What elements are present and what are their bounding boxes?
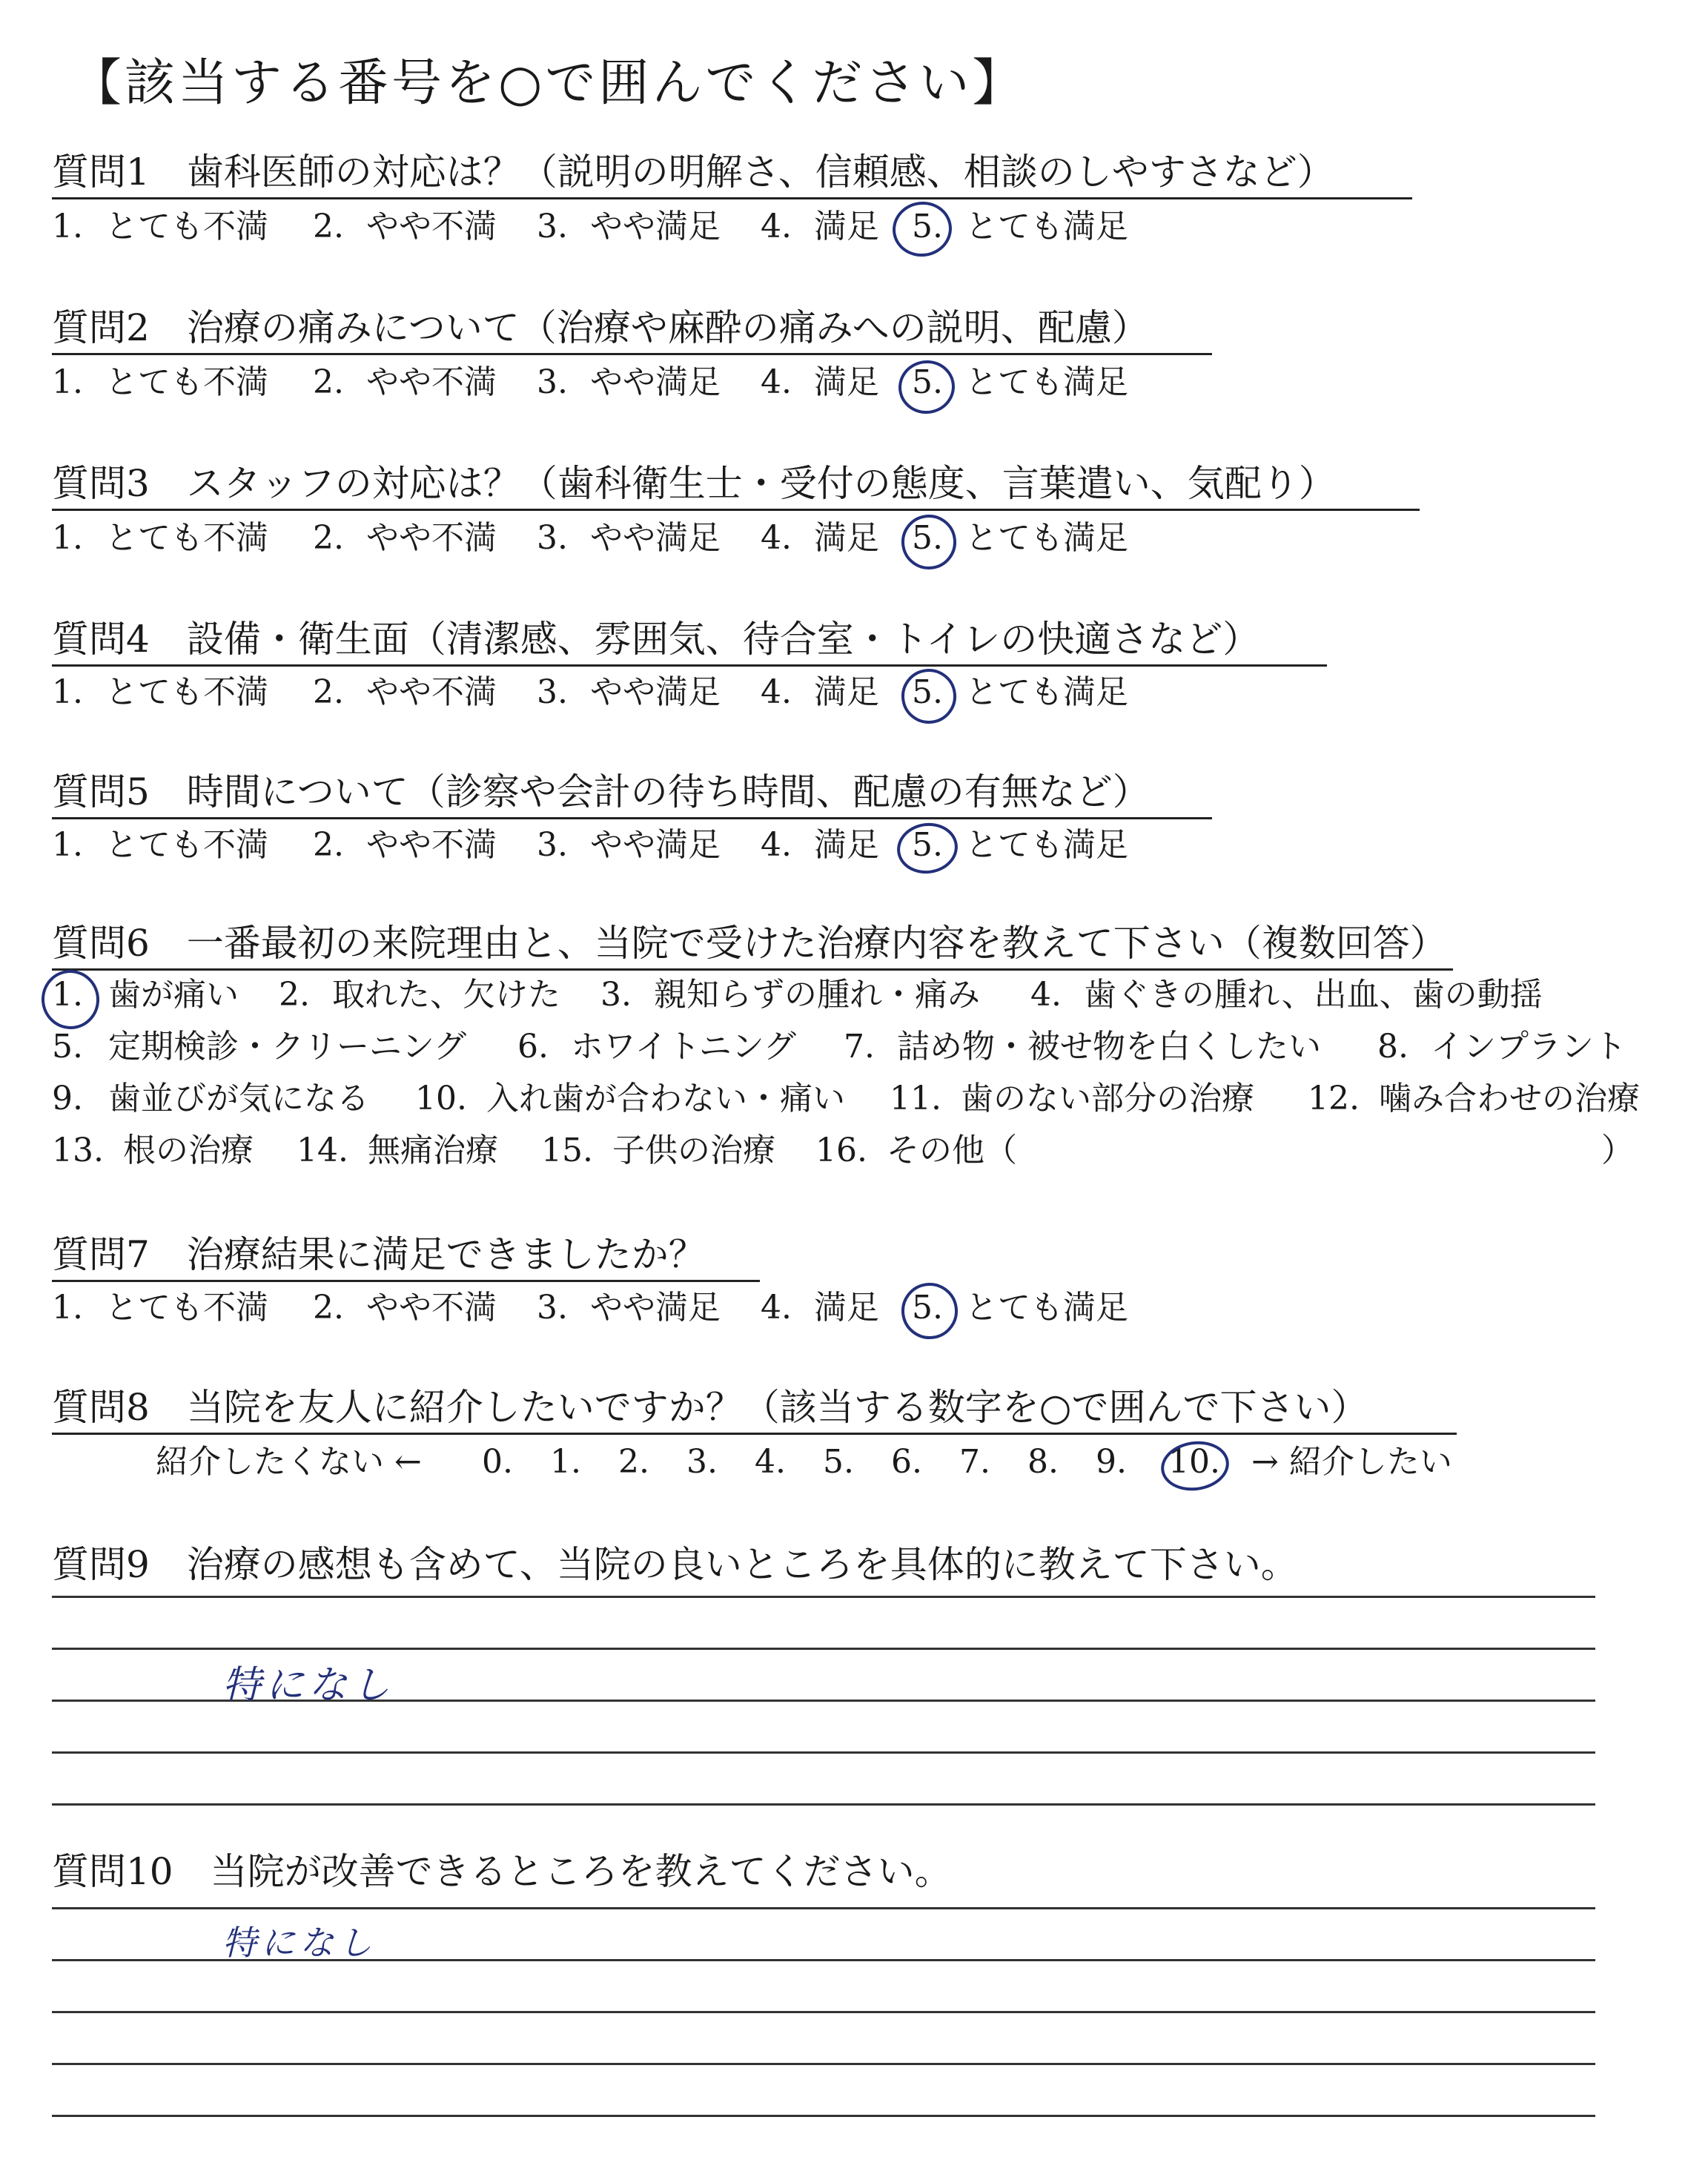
option-2-label: やや不満 — [366, 363, 497, 401]
option-1-label: とても不満 — [105, 519, 268, 557]
option-1-label: とても不満 — [105, 363, 268, 401]
option-5-num[interactable]: 5. — [912, 519, 943, 557]
question-3-title: 質問3 スタッフの対応は？（歯科衛生士・受付の態度、言葉遣い、気配り） — [52, 460, 1420, 511]
reason-11-label: 歯のない部分の治療 — [961, 1080, 1254, 1117]
answer-line — [52, 1751, 1595, 1754]
option-3-label: やや満足 — [590, 208, 721, 245]
score-2[interactable]: 2. — [618, 1443, 649, 1481]
reason-4-label: 歯ぐきの腫れ、出血、歯の動揺 — [1084, 976, 1543, 1014]
reason-13-label: 根の治療 — [123, 1132, 254, 1169]
question-4-options — [52, 672, 1164, 716]
reason-7-label: 詰め物・被せ物を白くしたい — [897, 1028, 1321, 1066]
score-10[interactable]: 10. — [1168, 1443, 1220, 1481]
option-3-num[interactable]: 3. — [537, 826, 568, 864]
option-4-num[interactable]: 4. — [761, 519, 792, 557]
option-2-num[interactable]: 2. — [313, 673, 344, 711]
handwritten-answer-q10[interactable]: 特になし — [222, 1923, 377, 1963]
option-5-label: とても満足 — [965, 363, 1128, 401]
option-4-num[interactable]: 4. — [761, 208, 792, 245]
reason-11-num[interactable]: 11. — [890, 1080, 941, 1117]
option-5-num[interactable]: 5. — [912, 1289, 943, 1327]
option-4-num[interactable]: 4. — [761, 363, 792, 401]
answer-line — [52, 1596, 1595, 1598]
reason-2-num[interactable]: 2. — [279, 976, 310, 1014]
reason-16-num[interactable]: 16. — [815, 1132, 867, 1169]
reason-7-num[interactable]: 7. — [844, 1028, 875, 1066]
question-6-row-1 — [52, 974, 1668, 1019]
question-7-options — [52, 1287, 1164, 1332]
handwritten-answer-q9[interactable]: 特になし — [222, 1663, 395, 1708]
reason-3-label: 親知らずの腫れ・痛み — [654, 976, 980, 1014]
option-4-label: 満足 — [814, 363, 879, 401]
option-1-num[interactable]: 1. — [52, 519, 83, 557]
reason-6-num[interactable]: 6. — [517, 1028, 549, 1066]
answer-line — [52, 1803, 1595, 1806]
question-6-row-2 — [52, 1026, 1668, 1071]
option-4-num[interactable]: 4. — [761, 673, 792, 711]
score-8[interactable]: 8. — [1027, 1443, 1059, 1481]
reason-3-num[interactable]: 3. — [600, 976, 632, 1014]
option-3-num[interactable]: 3. — [537, 673, 568, 711]
option-2-num[interactable]: 2. — [313, 363, 344, 401]
option-2-label: やや不満 — [366, 673, 497, 711]
option-2-num[interactable]: 2. — [313, 519, 344, 557]
option-3-label: やや満足 — [590, 1289, 721, 1327]
score-3[interactable]: 3. — [686, 1443, 718, 1481]
option-5-label: とても満足 — [965, 519, 1128, 557]
option-3-num[interactable]: 3. — [537, 363, 568, 401]
option-1-num[interactable]: 1. — [52, 673, 83, 711]
reason-5-num[interactable]: 5. — [52, 1028, 83, 1066]
reason-8-label: インプラント — [1431, 1028, 1626, 1066]
question-2-title: 質問2 治療の痛みについて（治療や麻酔の痛みへの説明、配慮） — [52, 304, 1212, 355]
option-2-label: やや不満 — [366, 519, 497, 557]
score-5[interactable]: 5. — [823, 1443, 854, 1481]
option-2-num[interactable]: 2. — [313, 1289, 344, 1327]
option-5-num[interactable]: 5. — [912, 208, 943, 245]
option-4-label: 満足 — [814, 519, 879, 557]
answer-line — [52, 1648, 1595, 1650]
option-5-label: とても満足 — [965, 208, 1128, 245]
reason-10-label: 入れ歯が合わない・痛い — [486, 1080, 845, 1117]
reason-10-num[interactable]: 10. — [415, 1080, 467, 1117]
option-1-label: とても不満 — [105, 673, 268, 711]
option-3-label: やや満足 — [590, 519, 721, 557]
reason-9-label: 歯並びが気になる — [108, 1080, 369, 1117]
question-6-title: 質問6 一番最初の来院理由と、当院で受けた治療内容を教えて下さい（複数回答） — [52, 919, 1453, 971]
score-4[interactable]: 4. — [755, 1443, 786, 1481]
option-2-num[interactable]: 2. — [313, 826, 344, 864]
reason-15-label: 子供の治療 — [612, 1132, 775, 1169]
question-6-row-4 — [52, 1130, 1668, 1175]
option-5-label: とても満足 — [965, 673, 1128, 711]
option-1-num[interactable]: 1. — [52, 1289, 83, 1327]
score-6[interactable]: 6. — [891, 1443, 922, 1481]
option-1-num[interactable]: 1. — [52, 363, 83, 401]
question-8-scale — [156, 1441, 1490, 1486]
option-5-label: とても満足 — [965, 1289, 1128, 1327]
option-5-num[interactable]: 5. — [912, 826, 943, 864]
question-4-title: 質問4 設備・衛生面（清潔感、雰囲気、待合室・トイレの快適さなど） — [52, 615, 1327, 667]
option-2-label: やや不満 — [366, 208, 497, 245]
reason-14-num[interactable]: 14. — [297, 1132, 348, 1169]
option-1-num[interactable]: 1. — [52, 208, 83, 245]
score-9[interactable]: 9. — [1096, 1443, 1127, 1481]
reason-14-label: 無痛治療 — [368, 1132, 498, 1169]
option-3-num[interactable]: 3. — [537, 208, 568, 245]
reason-2-label: 取れた、欠けた — [332, 976, 560, 1014]
question-2-options — [52, 362, 1164, 406]
option-3-num[interactable]: 3. — [537, 519, 568, 557]
option-2-num[interactable]: 2. — [313, 208, 344, 245]
question-1-title: 質問1 歯科医師の対応は？（説明の明解さ、信頼感、相談のしやすさなど） — [52, 148, 1412, 199]
answer-line — [52, 2011, 1595, 2013]
option-4-label: 満足 — [814, 826, 879, 864]
option-4-num[interactable]: 4. — [761, 1289, 792, 1327]
answer-line — [52, 2115, 1595, 2117]
reason-13-num[interactable]: 13. — [52, 1132, 104, 1169]
question-5-options — [52, 825, 1164, 869]
reason-5-label: 定期検診・クリーニング — [108, 1028, 467, 1066]
option-5-num[interactable]: 5. — [912, 673, 943, 711]
question-5-title: 質問5 時間について（診察や会計の待ち時間、配慮の有無など） — [52, 768, 1212, 819]
question-8-title: 質問8 当院を友人に紹介したいですか？（該当する数字を○で囲んで下さい） — [52, 1384, 1457, 1435]
option-4-label: 満足 — [814, 673, 879, 711]
reason-15-num[interactable]: 15. — [541, 1132, 593, 1169]
option-2-label: やや不満 — [366, 1289, 497, 1327]
question-9-title: 質問9 治療の感想も含めて、当院の良いところを具体的に教えて下さい。 — [52, 1543, 1298, 1586]
score-0[interactable]: 0. — [482, 1443, 513, 1481]
reason-1-num[interactable]: 1. — [52, 976, 83, 1014]
reason-12-label: 噛み合わせの治療 — [1379, 1080, 1640, 1117]
option-3-label: やや満足 — [590, 826, 721, 864]
scale-left-label: 紹介したくない ← — [156, 1443, 422, 1481]
reason-8-num[interactable]: 8. — [1377, 1028, 1409, 1066]
option-5-label: とても満足 — [965, 826, 1128, 864]
answer-line — [52, 2063, 1595, 2065]
question-7-title: 質問7 治療結果に満足できましたか？ — [52, 1231, 760, 1282]
question-3-options — [52, 518, 1164, 562]
option-1-num[interactable]: 1. — [52, 826, 83, 864]
option-1-label: とても不満 — [105, 826, 268, 864]
other-close-paren: ） — [1601, 1132, 1634, 1169]
option-1-label: とても不満 — [105, 1289, 268, 1327]
answer-line — [52, 1907, 1595, 1909]
option-4-label: 満足 — [814, 208, 879, 245]
reason-9-num[interactable]: 9. — [52, 1080, 83, 1117]
form-heading: 【該当する番号を○で囲んでください】 — [71, 54, 1026, 113]
score-7[interactable]: 7. — [959, 1443, 990, 1481]
reason-12-num[interactable]: 12. — [1308, 1080, 1360, 1117]
option-3-label: やや満足 — [590, 673, 721, 711]
option-2-label: やや不満 — [366, 826, 497, 864]
reason-4-num[interactable]: 4. — [1030, 976, 1062, 1014]
option-1-label: とても不満 — [105, 208, 268, 245]
question-6-row-3 — [52, 1078, 1668, 1123]
option-4-num[interactable]: 4. — [761, 826, 792, 864]
reason-6-label: ホワイトニング — [571, 1028, 797, 1066]
question-1-options — [52, 206, 1164, 251]
option-3-num[interactable]: 3. — [537, 1289, 568, 1327]
scale-right-label: → 紹介したい — [1251, 1443, 1452, 1481]
reason-16-label: その他（ — [887, 1132, 1017, 1169]
score-1[interactable]: 1. — [550, 1443, 581, 1481]
question-10-title: 質問10 当院が改善できるところを教えてください。 — [52, 1850, 952, 1893]
reason-1-label: 歯が痛い — [108, 976, 239, 1014]
option-4-label: 満足 — [814, 1289, 879, 1327]
option-5-num[interactable]: 5. — [912, 363, 943, 401]
option-3-label: やや満足 — [590, 363, 721, 401]
